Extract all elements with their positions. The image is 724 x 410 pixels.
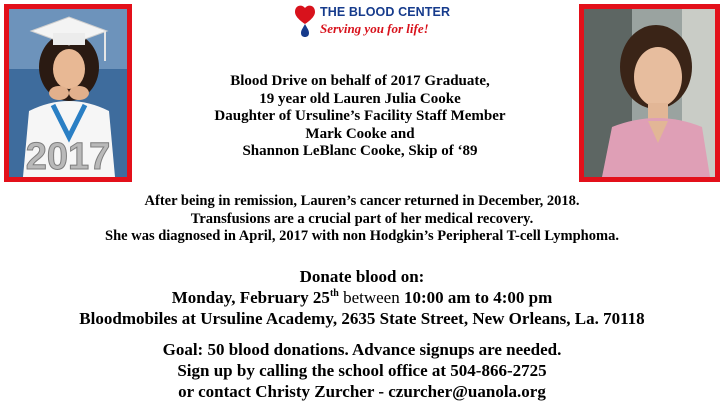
story-paragraph <box>0 193 724 246</box>
donate-heading: Donate blood on: <box>299 267 425 286</box>
portrait-photo-image <box>584 9 715 177</box>
logo-title: THE BLOOD CENTER <box>320 5 451 19</box>
drive-header <box>160 73 560 161</box>
graduate-photo-image <box>9 9 127 177</box>
year-lettering: 2017 <box>25 136 111 177</box>
goal-section <box>0 339 724 402</box>
time-connector: between <box>338 288 404 307</box>
donate-time: 10:00 am to 4:00 pm <box>403 288 553 307</box>
header-line: Daughter of Ursuline’s Facility Staff Member <box>214 108 506 124</box>
blood-drop-heart-icon <box>292 4 318 38</box>
header-line: 19 year old Lauren Julia Cooke <box>259 90 461 107</box>
signup-line: Sign up by calling the school office at 504-866-2725 <box>177 361 547 380</box>
story-line: After being in remission, Lauren’s cancer returned in December, 2018. <box>144 193 580 209</box>
donate-date: Monday, February 25 <box>171 288 330 307</box>
story-line: Transfusions are a crucial part of her medical recovery. <box>190 210 534 227</box>
donate-date-time <box>0 287 724 308</box>
graduate-photo <box>4 4 132 182</box>
portrait-photo <box>579 4 720 182</box>
story-line: She was diagnosed in April, 2017 with non Hodgkin’s Peripheral T-cell Lymphoma. <box>105 228 619 244</box>
header-line: Mark Cooke and <box>305 125 415 142</box>
header-line: Shannon LeBlanc Cooke, Skip of ‘89 <box>242 143 478 159</box>
logo-tagline: Serving you for life! <box>320 21 429 36</box>
donate-section <box>0 266 724 329</box>
blood-center-logo <box>292 4 452 44</box>
header-line: Blood Drive on behalf of 2017 Graduate, <box>230 73 490 89</box>
goal-line: Goal: 50 blood donations. Advance signups are needed. <box>162 340 562 359</box>
donate-location: Bloodmobiles at Ursuline Academy, 2635 State Street, New Orleans, La. 70118 <box>79 309 645 328</box>
contact-line: or contact Christy Zurcher - czurcher@uanola.org <box>178 382 546 401</box>
date-suffix: th <box>329 288 339 299</box>
